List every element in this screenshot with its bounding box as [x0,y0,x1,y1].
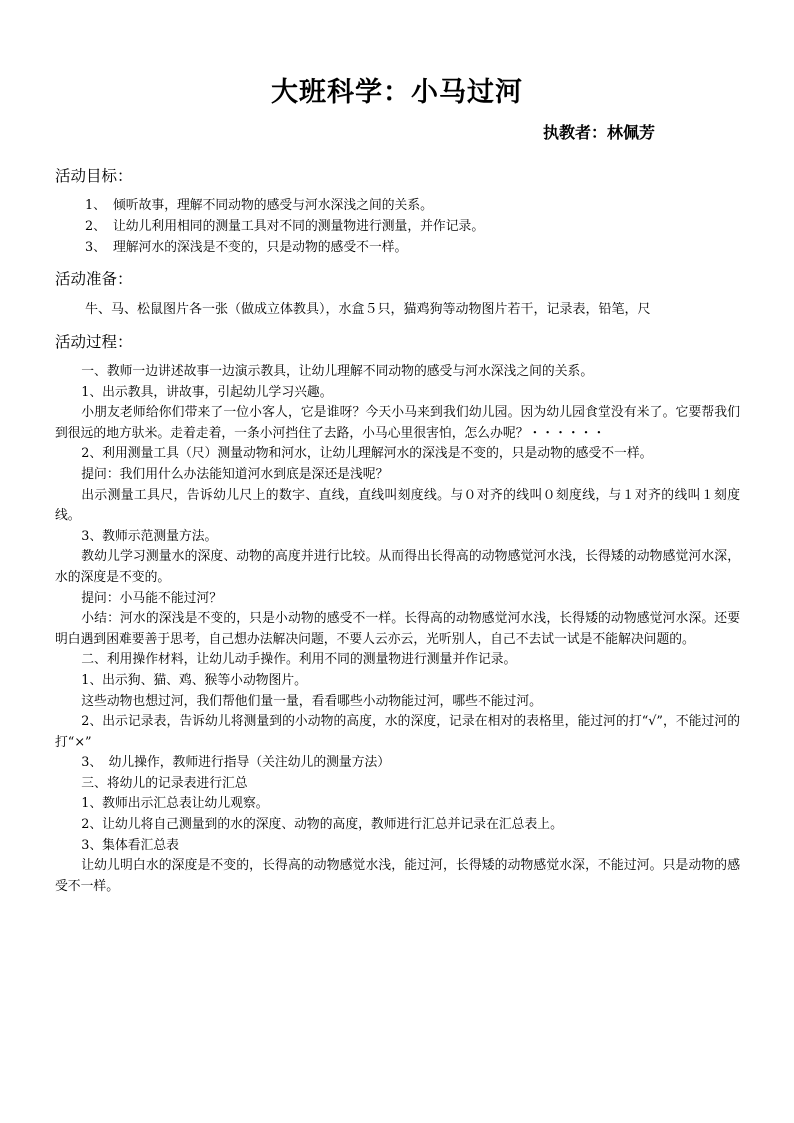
goals-heading: 活动目标： [55,167,133,185]
goal-item [85,217,484,237]
goal-number: 1、 [85,198,106,213]
process-paragraph: 这些动物也想过河，我们帮他们量一量，看看哪些小动物能过河，哪些不能过河。 [81,693,542,709]
process-paragraph: 一、教师一边讲述故事一边演示教具，让幼儿理解不同动物的感受与河水深浅之间的关系。 [81,364,594,379]
process-paragraph: 小朋友老师给你们带来了一位小客人，它是谁呀？今天小马来到我们幼儿园。因为幼儿园食堂没有米了。它要帮我们到很远的地方驮米。走着走着，一条小河挡住了去路，小马心里很害怕，怎么办呢？・・・・・・ [55,405,740,441]
process-paragraph: 小结：河水的深浅是不变的，只是小动物的感受不一样。长得高的动物感觉河水浅，长得矮的动物感觉河水深。还要明白遇到困难要善于思考，自己想办法解决问题，不要人云亦云，光听别人，自己不去试一试是不能解决问题的。 [55,611,740,647]
goal-text: 倾听故事，理解不同动物的感受与河水深浅之间的关系。 [113,198,433,213]
process-paragraph: 提问：我们用什么办法能知道河水到底是深还是浅呢？ [81,466,389,482]
prep-text: 牛、马、松鼠图片各一张（做成立体教具），水盒５只，猫鸡狗等动物图片若干，记录表，铅笔，尺 [85,302,651,317]
process-paragraph: 2、让幼儿将自己测量到的水的深度、动物的高度，教师进行汇总并记录在汇总表上。 [81,817,563,833]
process-body [55,362,740,897]
goal-number: 3、 [85,240,106,255]
process-paragraph: 3、集体看汇总表 [81,837,179,853]
process-paragraph: 二、利用操作材料，让幼儿动手操作。利用不同的测量物进行测量并作记录。 [81,652,517,668]
goal-number: 2、 [85,219,106,234]
process-paragraph: 1、出示教具，讲故事，引起幼儿学习兴趣。 [81,384,333,400]
process-paragraph: 教幼儿学习测量水的深度、动物的高度并进行比较。从而得出长得高的动物感觉河水浅，长得矮的动物感觉河水深，水的深度是不变的。 [55,549,740,585]
process-paragraph: 出示测量工具尺，告诉幼儿尺上的数字、直线，直线叫刻度线。与０对齐的线叫０刻度线，与１对齐的线叫１刻度线。 [55,487,740,524]
process-paragraph: 3、教师示范测量方法。 [81,528,218,544]
process-paragraph: 3、 幼儿操作，教师进行指导（关注幼儿的测量方法） [81,755,391,771]
process-paragraph: 提问：小马能不能过河？ [81,590,222,606]
prep-heading: 活动准备： [55,270,133,288]
document-title: 大班科学：小马过河 [271,77,523,108]
process-paragraph: 让幼儿明白水的深度是不变的，长得高的动物感觉水浅，能过河，长得矮的动物感觉水深，不能过河。只是动物的感受不一样。 [55,858,740,894]
process-paragraph: 1、出示狗、猫、鸡、猴等小动物图片。 [81,672,307,688]
process-paragraph: 2、出示记录表，告诉幼儿将测量到的小动物的高度，水的深度，记录在相对的表格里，能过河的打“√”，不能过河的打“×” [55,714,740,750]
goal-text: 理解河水的深浅是不变的，只是动物的感受不一样。 [113,240,408,255]
goal-item [85,196,433,216]
goal-item [85,238,407,258]
goal-text: 让幼儿利用相同的测量工具对不同的测量物进行测量，并作记录。 [113,219,485,234]
process-heading: 活动过程： [55,333,133,351]
process-paragraph: 1、教师出示汇总表让幼儿观察。 [81,796,269,812]
process-paragraph: 三、将幼儿的记录表进行汇总 [81,775,248,791]
author-line: 执教者：林佩芳 [543,123,656,142]
process-paragraph: 2、利用测量工具（尺）测量动物和河水，让幼儿理解河水的深浅是不变的，只是动物的感受不一样。 [81,446,653,462]
